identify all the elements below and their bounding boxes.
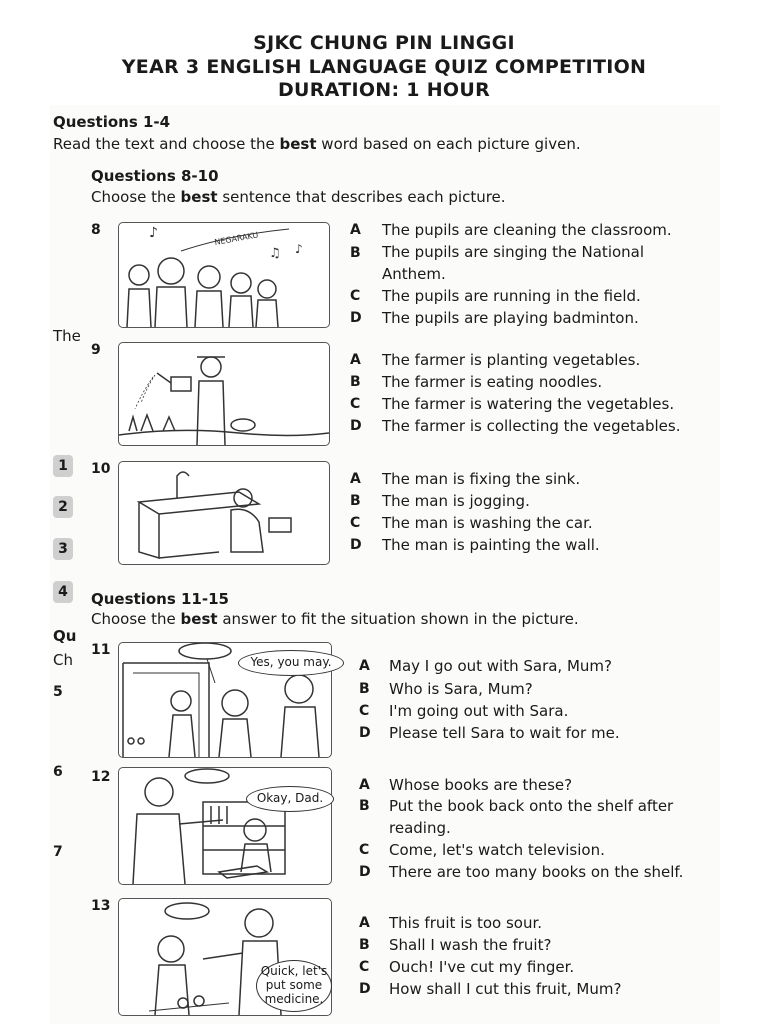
question-13-option-d-letter: D — [359, 981, 371, 997]
margin-badge-3: 3 — [53, 538, 73, 560]
question-11-option-a-letter: A — [359, 658, 370, 674]
question-9-option-b-letter: B — [350, 374, 361, 390]
question-13-option-a-text: This fruit is too sour. — [389, 914, 543, 932]
plumber-figure — [231, 489, 263, 552]
watering-can-icon — [157, 373, 191, 391]
question-13-number: 13 — [91, 898, 111, 914]
question-10-option-d-letter: D — [350, 537, 362, 553]
question-12-option-b-text: Put the book back onto the shelf after — [389, 797, 674, 815]
question-9-option-a-text: The farmer is planting vegetables. — [382, 351, 641, 369]
question-10-option-c-letter: C — [350, 515, 361, 531]
question-13-option-b-letter: B — [359, 937, 370, 953]
question-13-option-d-text: How shall I cut this fruit, Mum? — [389, 980, 622, 998]
tap-icon — [177, 472, 189, 498]
question-8-option-b-text-line-2: Anthem. — [382, 265, 446, 283]
question-8-option-d-letter: D — [350, 310, 362, 326]
question-9-number: 9 — [91, 342, 101, 358]
section-a-instruction: Read the text and choose the best word based on each picture given. — [53, 135, 581, 153]
question-13-option-c-text: Ouch! I've cut my finger. — [389, 958, 575, 976]
question-10-option-b-text: The man is jogging. — [382, 492, 530, 510]
question-8-option-c-text: The pupils are running in the field. — [382, 287, 641, 305]
quiz-title: YEAR 3 ENGLISH LANGUAGE QUIZ COMPETITION — [121, 56, 647, 78]
margin-fragment-ch: Ch — [53, 651, 73, 669]
question-9-option-c-letter: C — [350, 396, 361, 412]
section-b-instruction: Choose the best sentence that describes each picture. — [91, 188, 506, 206]
question-12-option-d-letter: D — [359, 864, 371, 880]
svg-text:♪: ♪ — [149, 225, 158, 241]
margin-badge-1: 1 — [53, 455, 73, 477]
question-11-option-d-letter: D — [359, 725, 371, 741]
girl-figure — [169, 691, 195, 757]
section-b-heading: Questions 8-10 — [91, 167, 219, 185]
question-12-option-b-letter: B — [359, 798, 370, 814]
margin-fragment-qu: Qu — [53, 627, 77, 645]
question-11-option-b-text: Who is Sara, Mum? — [389, 680, 533, 698]
question-9-option-d-letter: D — [350, 418, 362, 434]
question-10-number: 10 — [91, 461, 111, 477]
pupil-figure — [256, 280, 278, 327]
question-12-picture — [118, 767, 332, 885]
question-9-picture — [118, 342, 330, 446]
question-8-picture — [118, 222, 330, 328]
toolbox-icon — [269, 518, 291, 532]
question-11-speech-bubble: Yes, you may. — [238, 650, 344, 676]
svg-text:♫: ♫ — [269, 246, 281, 261]
margin-badge-4: 4 — [53, 581, 73, 603]
question-10-option-a-text: The man is fixing the sink. — [382, 470, 581, 488]
question-12-speech-bubble: Okay, Dad. — [246, 786, 334, 812]
question-10-option-c-text: The man is washing the car. — [382, 514, 593, 532]
section-c-heading: Questions 11-15 — [91, 590, 229, 608]
question-12-option-d-text: There are too many books on the shelf. — [389, 863, 684, 881]
book-icon — [219, 866, 267, 878]
girl-figure — [219, 690, 251, 757]
section-c-instruction: Choose the best answer to fit the situation shown in the picture. — [91, 610, 579, 628]
boy-figure — [241, 819, 271, 872]
question-12-option-c-text: Come, let's watch television. — [389, 841, 605, 859]
question-12-option-b-text-line-2: reading. — [389, 819, 451, 837]
section-a-heading: Questions 1-4 — [53, 113, 171, 131]
question-9-option-a-letter: A — [350, 352, 361, 368]
question-8-option-c-letter: C — [350, 288, 361, 304]
question-13-option-b-text: Shall I wash the fruit? — [389, 936, 552, 954]
pupil-figure — [127, 265, 151, 327]
margin-badge-2: 2 — [53, 496, 73, 518]
fruit-icon — [178, 998, 188, 1008]
banner-text: NEGARAKU — [213, 230, 259, 247]
school-name: SJKC CHUNG PIN LINGGI — [253, 32, 515, 54]
question-10-option-a-letter: A — [350, 471, 361, 487]
margin-fragment-the: The — [53, 327, 81, 345]
pupil-figure — [229, 273, 253, 327]
question-8-number: 8 — [91, 222, 101, 238]
question-11-option-b-letter: B — [359, 681, 370, 697]
question-8-option-a-letter: A — [350, 222, 361, 238]
question-8-option-a-text: The pupils are cleaning the classroom. — [382, 221, 672, 239]
question-11-option-d-text: Please tell Sara to wait for me. — [389, 724, 620, 742]
question-12-option-a-letter: A — [359, 777, 370, 793]
pupil-figure — [155, 258, 187, 327]
question-9-option-b-text: The farmer is eating noodles. — [382, 373, 603, 391]
question-8-option-d-text: The pupils are playing badminton. — [382, 309, 639, 327]
question-12-option-c-letter: C — [359, 842, 370, 858]
question-11-option-a-text: May I go out with Sara, Mum? — [389, 657, 612, 675]
father-figure — [133, 778, 223, 884]
question-10-option-d-text: The man is painting the wall. — [382, 536, 600, 554]
svg-text:♪: ♪ — [295, 242, 303, 256]
question-8-option-b-text: The pupils are singing the National — [382, 243, 645, 261]
sink-cabinet — [139, 492, 259, 558]
question-13-option-c-letter: C — [359, 959, 370, 975]
question-12-number: 12 — [91, 769, 111, 785]
question-9-option-d-text: The farmer is collecting the vegetables. — [382, 417, 681, 435]
margin-number-5: 5 — [53, 684, 63, 700]
question-10-option-b-letter: B — [350, 493, 361, 509]
question-10-picture — [118, 461, 330, 565]
question-13-speech-bubble: Quick, let's put some medicine. — [256, 960, 332, 1012]
pupil-figure — [195, 266, 223, 327]
girl-figure — [155, 936, 189, 1015]
question-9-option-c-text: The farmer is watering the vegetables. — [382, 395, 675, 413]
question-11-number: 11 — [91, 642, 111, 658]
margin-number-6: 6 — [53, 764, 63, 780]
margin-number-7: 7 — [53, 844, 63, 860]
question-11-option-c-letter: C — [359, 703, 370, 719]
mother-figure — [281, 675, 319, 757]
fruit-icon — [194, 996, 204, 1006]
question-12-option-a-text: Whose books are these? — [389, 776, 573, 794]
question-11-option-c-text: I'm going out with Sara. — [389, 702, 569, 720]
bookshelf — [203, 802, 285, 874]
question-13-option-a-letter: A — [359, 915, 370, 931]
quiz-duration: DURATION: 1 HOUR — [277, 79, 491, 101]
question-8-option-b-letter: B — [350, 245, 361, 261]
